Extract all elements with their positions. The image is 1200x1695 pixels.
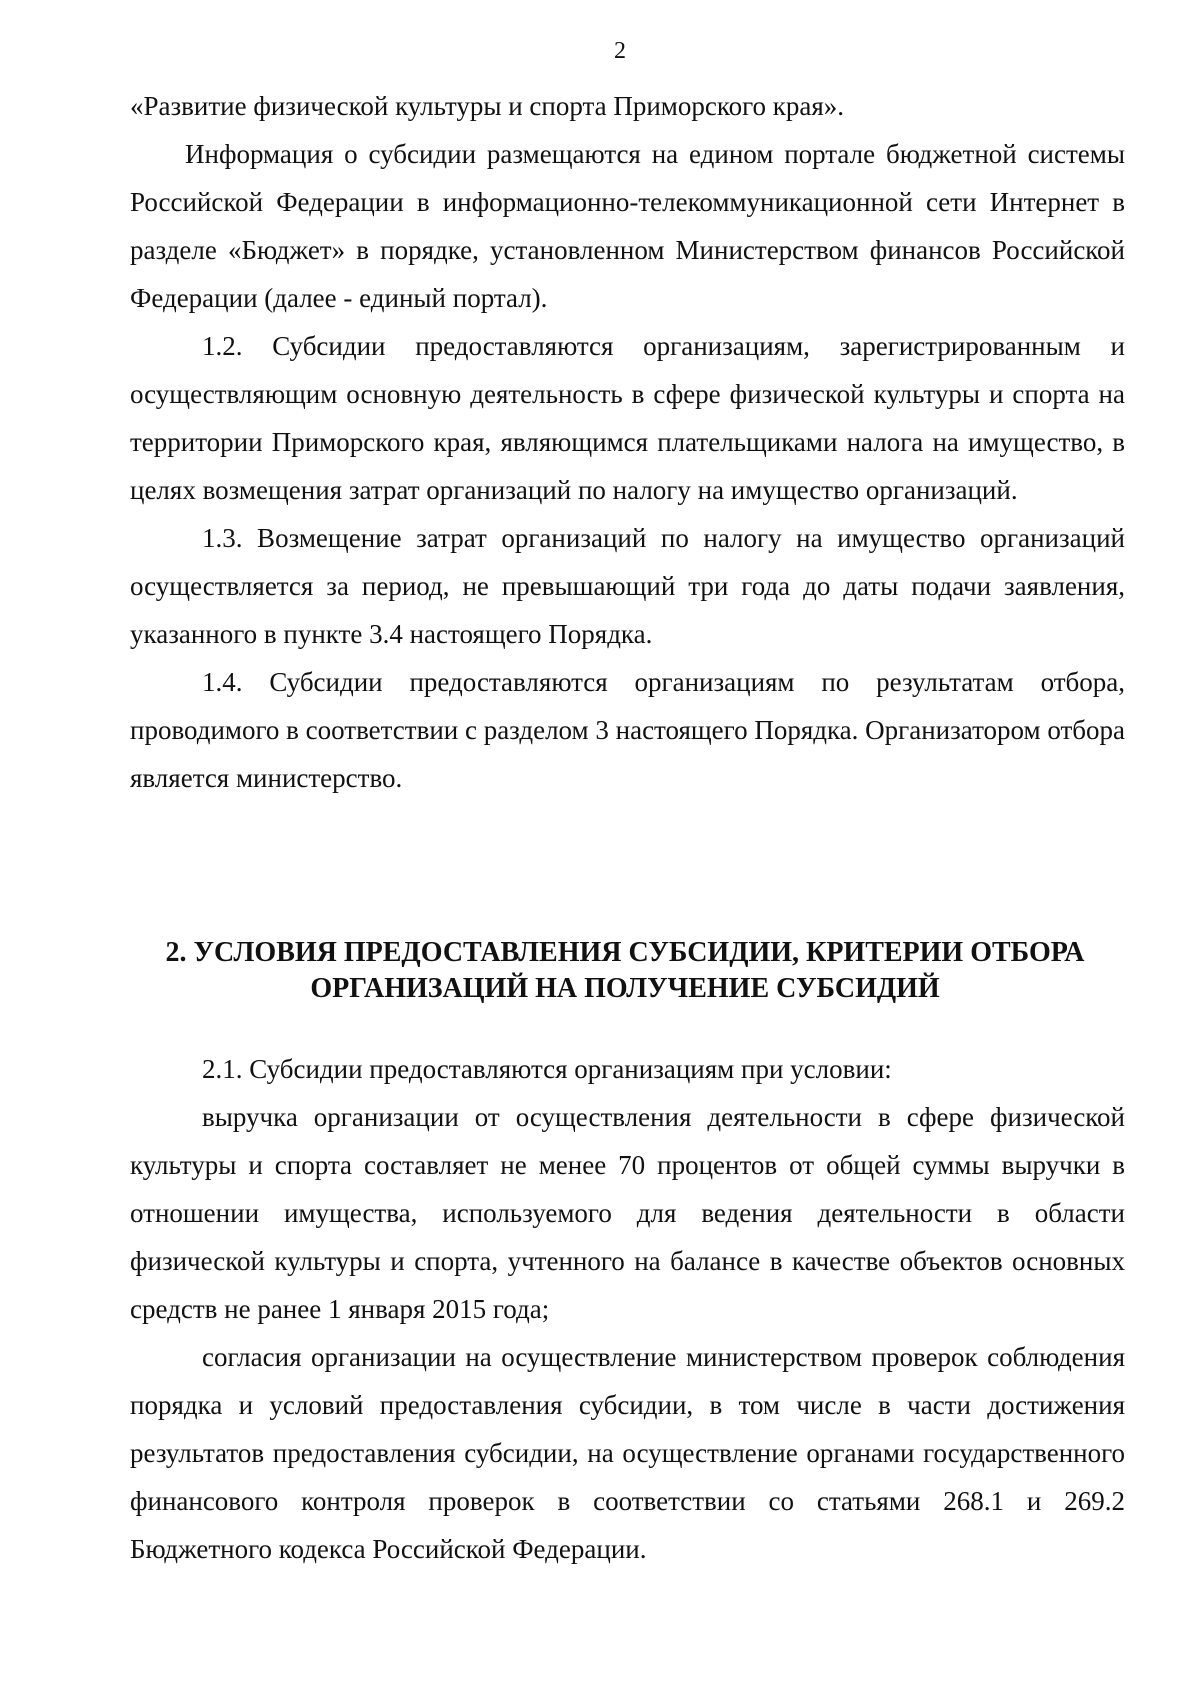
section-heading [120,935,1130,1007]
paragraph-2-1: 2.1. Субсидии предоставляются организациям при условии: [202,1054,892,1084]
paragraph-1-3: 1.3. Возмещение затрат организаций по налогу на имущество организаций осуществляется за период, не превышающий три года до даты подачи заявления, указанного в пункте 3.4 настоящего Порядка. [130,523,1125,649]
section-heading-line-1: 2. УСЛОВИЯ ПРЕДОСТАВЛЕНИЯ СУБСИДИИ, КРИТЕРИИ ОТБОРА [165,937,1085,968]
paragraph-subsidy-info: Информация о субсидии размещаются на едином портале бюджетной системы Российской Федерации в информационно-телекоммуникационной сети Интернет в разделе «Бюджет» в порядке, установленном Министерством финансов Российской Федерации (далее - единый портал). [130,139,1125,313]
paragraph-1-2: 1.2. Субсидии предоставляются организациям, зарегистрированным и осуществляющим основную деятельность в сфере физической культуры и спорта на территории Приморского края, являющимся плательщиками налога на имущество, в целях возмещения затрат организаций по налогу на имущество организаций. [130,331,1125,505]
page-number: 2 [614,38,626,64]
paragraph-revenue-condition: выручка организации от осуществления деятельности в сфере физической культуры и спорта составляет не менее 70 процентов от общей суммы выручки в отношении имущества, используемого для ведения деятельности в области физической культуры и спорта, учтенного на балансе в качестве объектов основных средств не ранее 1 января 2015 года; [130,1102,1125,1324]
paragraph-program-name: «Развитие физической культуры и спорта Приморского края». [130,91,845,121]
text-block-top [130,82,1125,802]
paragraph-1-4: 1.4. Субсидии предоставляются организациям по результатам отбора, проводимого в соответствии с разделом 3 настоящего Порядка. Организатором отбора является министерство. [130,667,1126,793]
section-heading-line-2: ОРГАНИЗАЦИЙ НА ПОЛУЧЕНИЕ СУБСИДИЙ [310,973,940,1004]
paragraph-consent-condition: согласия организации на осуществление министерством проверок соблюдения порядка и условий предоставления субсидии, в том числе в части достижения результатов предоставления субсидии, на осуществление органами государственного финансового контроля проверок в соответствии со статьями 268.1 и 269.2 Бюджетного кодекса Российской Федерации. [130,1342,1125,1564]
text-block-bottom [130,1045,1125,1573]
